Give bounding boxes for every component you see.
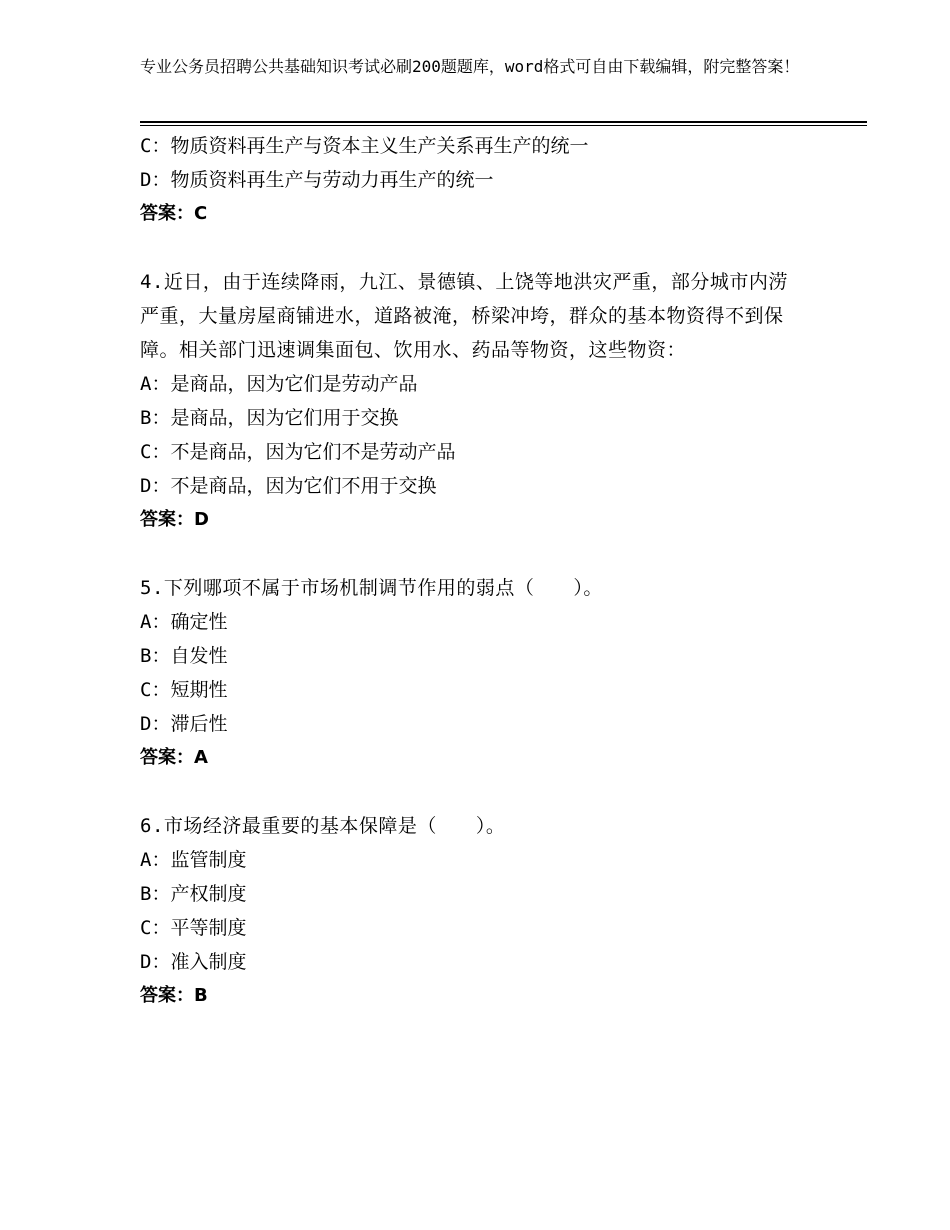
answer-line: 答案：C <box>140 203 208 224</box>
option-a: A：监管制度 <box>140 849 247 871</box>
question-5 <box>140 571 800 775</box>
spacer <box>140 775 800 809</box>
option-a: A：是商品，因为它们是劳动产品 <box>140 373 418 395</box>
answer-line: 答案：A <box>140 747 208 768</box>
option-d: D：准入制度 <box>140 951 247 973</box>
option-b: B：自发性 <box>140 645 228 667</box>
option-b: B：产权制度 <box>140 883 247 905</box>
page-header: 专业公务员招聘公共基础知识考试必刷200题题库，word格式可自由下载编辑，附完整答案！ <box>140 57 800 76</box>
option-c: C：不是商品，因为它们不是劳动产品 <box>140 441 456 463</box>
option-a: A：确定性 <box>140 611 228 633</box>
option-c: C：物质资料再生产与资本主义生产关系再生产的统一 <box>140 135 589 157</box>
continued-question <box>140 129 800 231</box>
spacer <box>140 537 800 571</box>
question-stem: 6.市场经济最重要的基本保障是（ ）。 <box>140 815 506 837</box>
question-stem: 4.近日，由于连续降雨，九江、景德镇、上饶等地洪灾严重，部分城市内涝严重，大量房屋商铺进水，道路被淹，桥梁冲垮，群众的基本物资得不到保障。相关部门迅速调集面包、饮用水、药品等物资，这些物资： <box>140 271 788 361</box>
header-rule-thin <box>140 125 867 126</box>
spacer <box>140 231 800 265</box>
option-d: D：物质资料再生产与劳动力再生产的统一 <box>140 169 494 191</box>
option-d: D：滞后性 <box>140 713 228 735</box>
option-c: C：短期性 <box>140 679 228 701</box>
question-stem: 5.下列哪项不属于市场机制调节作用的弱点（ ）。 <box>140 577 603 599</box>
option-b: B：是商品，因为它们用于交换 <box>140 407 399 429</box>
question-4 <box>140 265 800 537</box>
question-6 <box>140 809 800 1013</box>
option-d: D：不是商品，因为它们不用于交换 <box>140 475 437 497</box>
answer-line: 答案：B <box>140 985 208 1006</box>
option-c: C：平等制度 <box>140 917 247 939</box>
answer-line: 答案：D <box>140 509 209 530</box>
header-rule-thick <box>140 121 867 123</box>
document-body <box>140 129 800 1013</box>
